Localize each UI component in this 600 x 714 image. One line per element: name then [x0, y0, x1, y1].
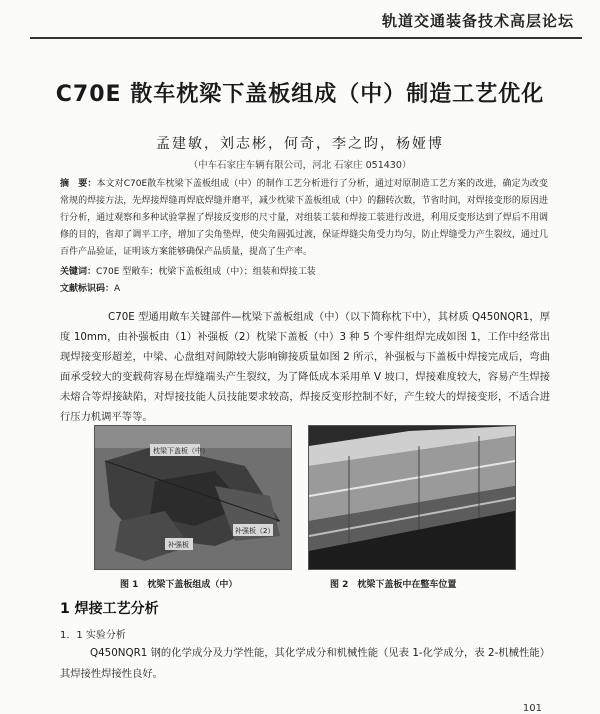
journal-header: 轨道交通装备技术高层论坛 [381, 12, 574, 30]
section-1-1-heading: 1．1 实验分析 [60, 630, 126, 641]
figure-1-label-mid: 补强板（2） [235, 527, 275, 535]
intro-paragraph: C70E 型通用敞车关键部件—枕梁下盖板组成（中）（以下简称枕下中），其材质 Q450NQR1，厚度 10mm，由补强板由（1）补强板（2）枕梁下盖板（中）3 种 5 个零件组焊完成如图 1，工作中经常出现焊接变形超差，中梁、心盘组对间隙较大影响铆接质量如图 2 所示，补强板与下盖板中焊接完成后，弯曲面承受较大的变载荷容易在焊缝端头产生裂纹，为了降低成本采用单 V 坡口，焊接难度较大，容易产生焊接未熔合等焊接缺陷，对焊接技能人员技能要求较高，焊接反变形控制不好，产生较大的焊接变形，不适合进行压力机调平等等。 [60, 311, 550, 423]
figure-1-label-bottom: 补强板 [168, 541, 189, 549]
authors: 孟建敏，刘志彬，何奇，李之昀，杨娅博 [156, 136, 444, 152]
keywords-label: 关键词： [60, 267, 97, 277]
abstract-label: 摘 要： [60, 179, 97, 189]
document-code-label: 文献标识码： [60, 284, 115, 294]
header-rule [30, 37, 582, 39]
figure-2-image [308, 425, 516, 570]
page-number: 101 [522, 703, 542, 714]
figure-1-image [94, 425, 292, 570]
document-code-text: A [114, 284, 121, 294]
paper-title: C70E 散车枕梁下盖板组成（中）制造工艺优化 [55, 82, 545, 107]
keywords-text: C70E 型敞车；枕梁下盖板组成（中）；组装和焊接工装 [96, 267, 316, 277]
abstract [60, 176, 548, 261]
section-1-1-paragraph: Q450NQR1 钢的化学成分及力学性能，其化学成分和机械性能（见表 1-化学成分，表 2-机械性能）其焊接性焊接性良好。 [60, 647, 550, 680]
figure-2-caption: 图 2 枕梁下盖板中在整车位置 [330, 580, 457, 590]
affiliation: （中车石家庄车辆有限公司，河北 石家庄 051430） [188, 160, 412, 171]
figure-1-label-top: 枕梁下盖板（中） [153, 447, 209, 455]
abstract-text: 本文对C70E散车枕梁下盖板组成（中）的制作工艺分析进行了分析，通过对原制造工艺方案的改进，确定为改变常规的焊接方法，先焊接焊缝再焊底焊缝并磨平，减少枕梁下盖板组成（中）的翻转次数，节省时间，对焊接变形的原因进行分析，通过观察和多种试验掌握了焊接反变形的尺寸量，对组装工装和焊接工装进行改进，利用反变形达到了焊后不用调修的目的，省却了调平工序，增加了尖角垫焊，使尖角圆弧过渡，保证焊缝尖角受力均匀，防止焊缝受力产生裂纹，通过几百件产品验证，证明该方案能够确保产品质量，提高了生产率。 [60, 179, 548, 257]
document-code [60, 281, 120, 294]
keywords [60, 264, 316, 277]
figure-1-caption: 图 1 枕梁下盖板组成（中） [120, 580, 238, 590]
section-1-heading: 1 焊接工艺分析 [60, 601, 159, 617]
